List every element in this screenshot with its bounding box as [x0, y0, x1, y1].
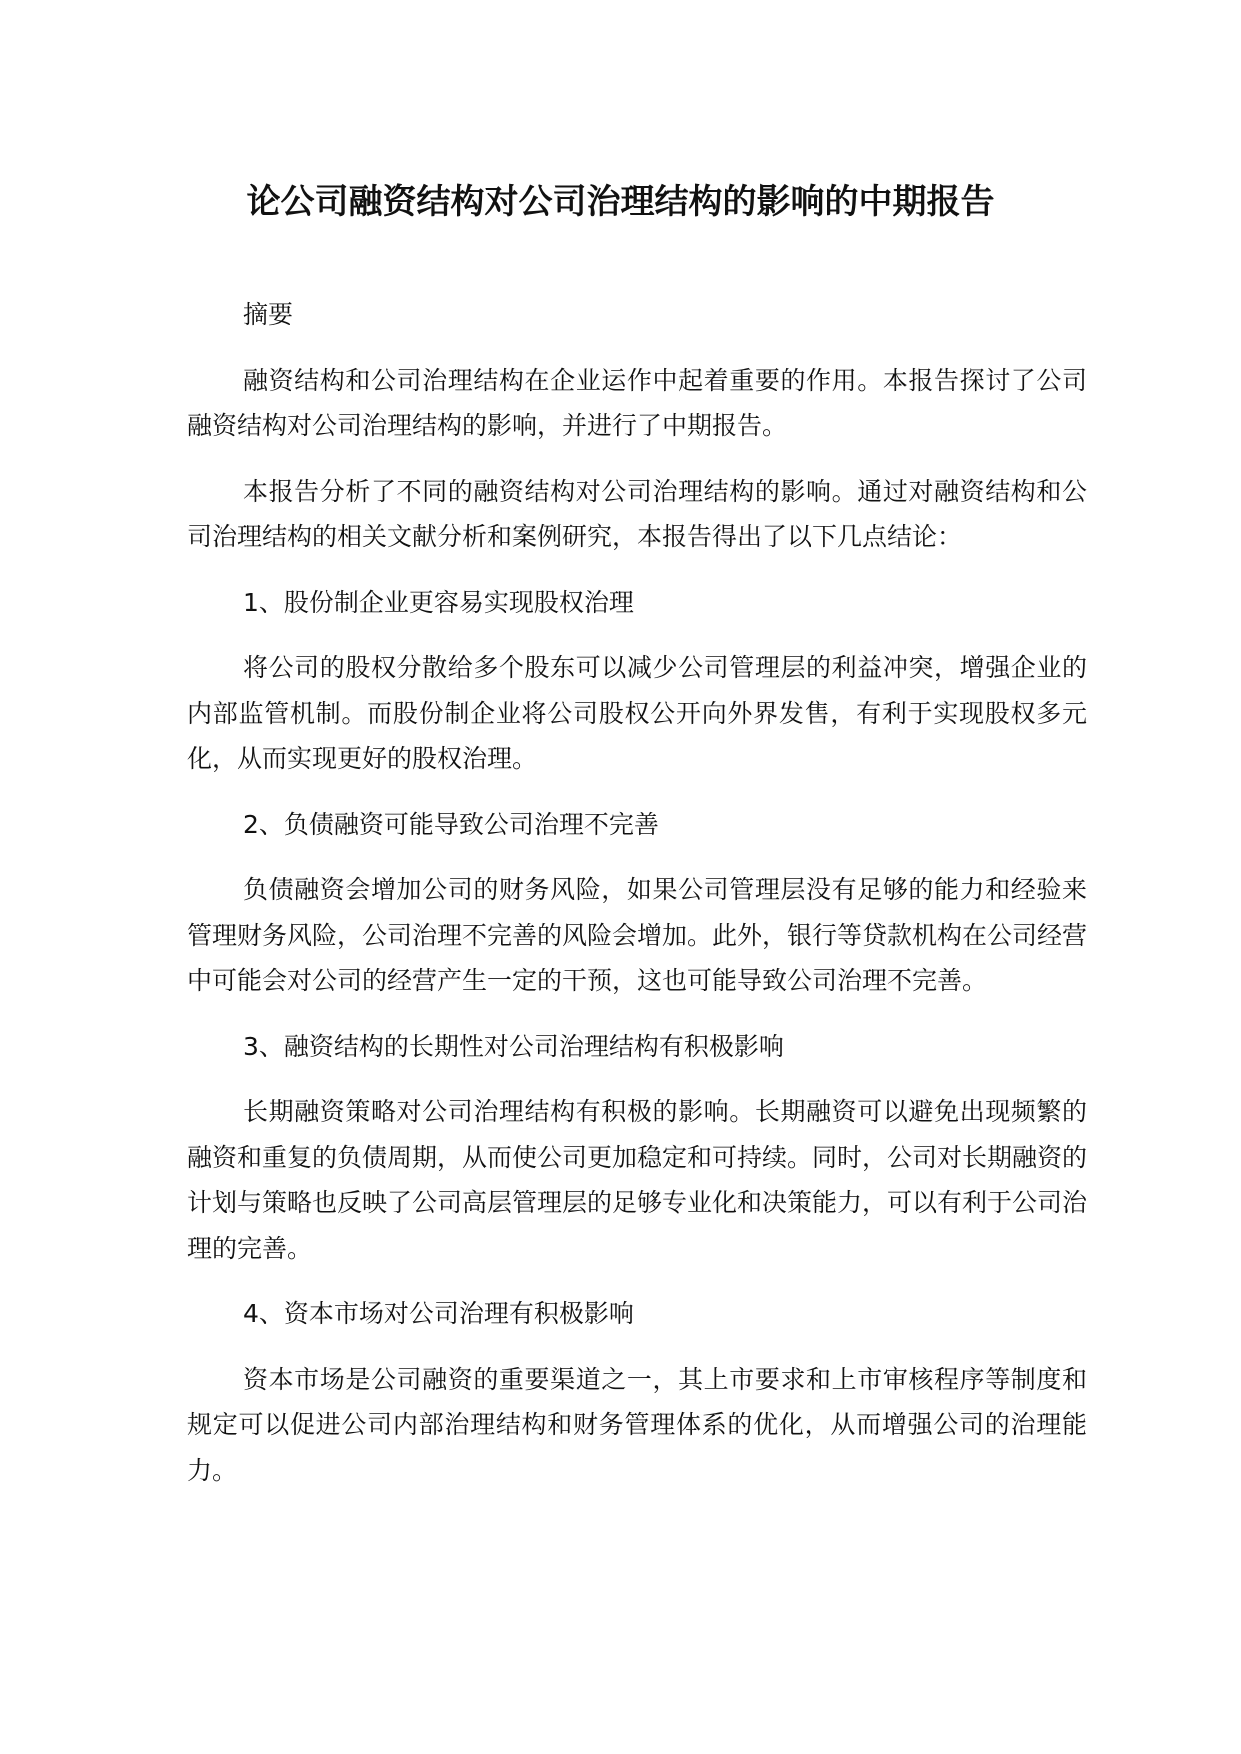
document-body: [187, 292, 1087, 1513]
conclusion-3-heading: 3、融资结构的长期性对公司治理结构有积极影响: [243, 1031, 784, 1061]
abstract-paragraph: 融资结构和公司治理结构在企业运作中起着重要的作用。本报告探讨了公司融资结构对公司治理结构的影响，并进行了中期报告。: [187, 365, 1087, 440]
conclusion-3-paragraph: 长期融资策略对公司治理结构有积极的影响。长期融资可以避免出现频繁的融资和重复的负债周期，从而使公司更加稳定和可持续。同时，公司对长期融资的计划与策略也反映了公司高层管理层的足够专业化和决策能力，可以有利于公司治理的完善。: [187, 1097, 1088, 1263]
abstract-heading: 摘要: [243, 300, 294, 329]
document-title: 论公司融资结构对公司治理结构的影响的中期报告: [246, 182, 995, 222]
conclusion-1-paragraph: 将公司的股权分散给多个股东可以减少公司管理层的利益冲突，增强企业的内部监管机制。而股份制企业将公司股权公开向外界发售，有利于实现股权多元化，从而实现更好的股权治理。: [187, 653, 1087, 773]
analysis-paragraph: 本报告分析了不同的融资结构对公司治理结构的影响。通过对融资结构和公司治理结构的相关文献分析和案例研究，本报告得出了以下几点结论：: [187, 476, 1087, 551]
conclusion-4-heading: 4、资本市场对公司治理有积极影响: [243, 1299, 634, 1328]
conclusion-4-paragraph: 资本市场是公司融资的重要渠道之一，其上市要求和上市审核程序等制度和规定可以促进公司内部治理结构和财务管理体系的优化，从而增强公司的治理能力。: [187, 1364, 1087, 1485]
conclusion-2-heading: 2、负债融资可能导致公司治理不完善: [243, 809, 659, 839]
conclusion-1-heading: 1、股份制企业更容易实现股权治理: [243, 587, 634, 617]
conclusion-2-paragraph: 负债融资会增加公司的财务风险，如果公司管理层没有足够的能力和经验来管理财务风险，公司治理不完善的风险会增加。此外，银行等贷款机构在公司经营中可能会对公司的经营产生一定的干预，这也可能导致公司治理不完善。: [187, 875, 1088, 995]
